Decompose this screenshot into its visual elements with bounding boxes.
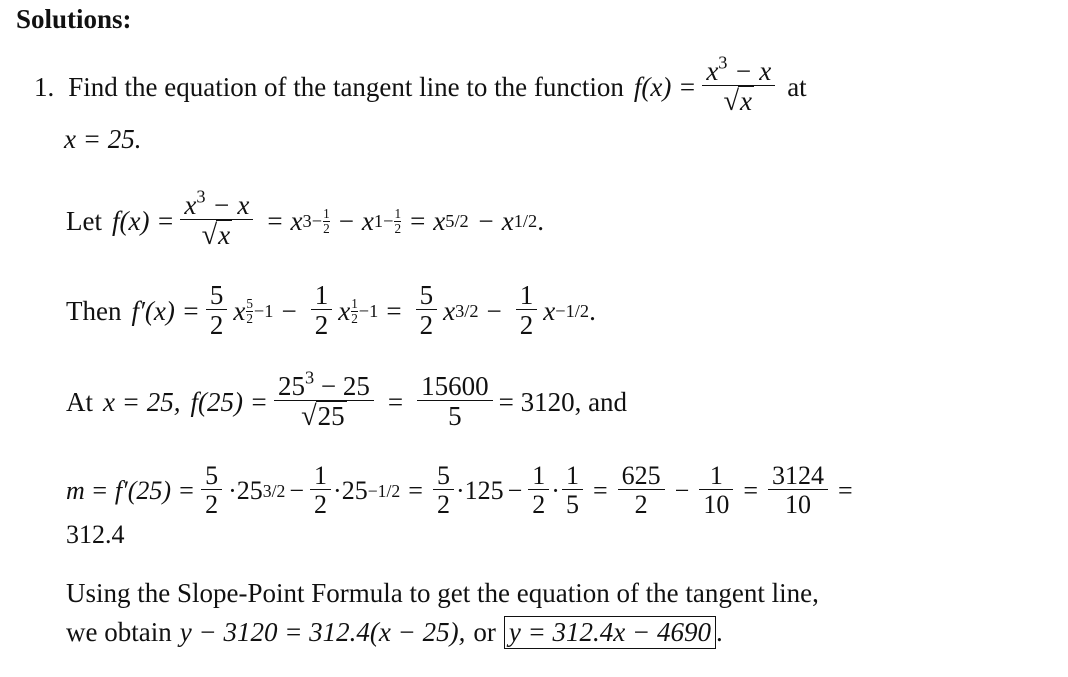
let-t2-exp: 1− 1 2 xyxy=(373,206,402,236)
problem-fx: f(x) = xyxy=(633,71,697,102)
then-c1: $\frac{5}{2}$ xyxy=(206,281,228,341)
then-fprime: f′(x) = xyxy=(131,295,200,326)
problem-text: Find the equation of the tangent line to the function xyxy=(68,71,624,102)
slope-c1: $\frac{5}{2}$ xyxy=(201,462,222,520)
slope-c6: $\frac{625}{2}$ xyxy=(618,462,665,520)
problem-num-exp: 3 xyxy=(718,52,728,73)
slope-c3: $\frac{5}{2}$ xyxy=(433,462,454,520)
problem-number: 1. xyxy=(34,71,55,102)
let-word: Let xyxy=(66,205,102,236)
let-t3-base: x xyxy=(433,205,446,236)
let-num-exp: 3 xyxy=(196,186,206,207)
let-den: x xyxy=(218,219,231,250)
let-fx: f(x) = xyxy=(111,205,175,236)
slope-c8: $\frac{3124}{10}$ xyxy=(768,462,828,520)
then-word: Then xyxy=(66,295,122,326)
let-t1-base: x xyxy=(290,205,303,236)
slope-fprime: = f′(25) = xyxy=(90,476,196,505)
then-t1-exp: 5 2 −1 xyxy=(246,296,274,326)
slope-p2-base: 25 xyxy=(341,476,368,505)
conclusion-or: or xyxy=(473,616,496,647)
at-x: x = 25, xyxy=(103,386,181,417)
step-let: Let f(x) = $x^3 - x$ √ x = x 3− 1 2 − x 1− 1 2 = x 5/2 − x 1/2 . xyxy=(66,186,544,252)
then-end: . xyxy=(589,295,596,326)
problem-num-x: x xyxy=(706,55,719,86)
then-t2-exp: 1 2 −1 xyxy=(351,296,379,326)
slope-c7: $\frac{1}{10}$ xyxy=(699,462,733,520)
then-c4: $\frac{1}{2}$ xyxy=(516,281,538,341)
problem-den: x xyxy=(740,85,753,116)
problem-fraction: $x^3 - x$ √ x xyxy=(702,57,775,118)
at-fraction2: $\frac{15600}{5}$ xyxy=(417,372,493,432)
step-slope: m = f′(25) = $\frac{5}{2}$ · 25 3/2 − $\frac{1}{2}$ · 25 −1/2 = $\frac{5}{2}$ · 125 − $\frac{1}{2}$ · $\frac{1}{5}$ = $\frac{625}{2}$ − $\frac{1}{10}$ = $\frac{3124}{10}$ = xyxy=(66,460,853,520)
conclusion-line2 xyxy=(66,614,723,650)
then-t1-base: x xyxy=(233,295,246,326)
at-eq1: = xyxy=(387,386,404,417)
slope-value: 312.4 xyxy=(66,520,125,549)
conclusion-end: . xyxy=(716,616,723,647)
then-c3: $\frac{5}{2}$ xyxy=(416,281,438,341)
then-c2: $\frac{1}{2}$ xyxy=(311,281,333,341)
step-at xyxy=(66,364,627,440)
step-then: Then f′(x) = $\frac{5}{2}$ x 5 2 −1 − $\frac{1}{2}$ x 1 2 −1 = $\frac{5}{2}$ x 3/2 − $\frac{1}{2}$ x −1/2 . xyxy=(66,279,596,341)
let-num-rest: − x xyxy=(212,189,250,220)
at-word: At xyxy=(66,386,93,417)
then-eq: = xyxy=(386,295,402,326)
slope-125: 125 xyxy=(464,476,504,505)
let-eq2: = xyxy=(410,205,426,236)
slope-c4: $\frac{1}{2}$ xyxy=(528,462,549,520)
then-t4-base: x xyxy=(543,295,556,326)
let-fraction: $x^3 - x$ √ x xyxy=(180,191,253,252)
at-result: = 3120, and xyxy=(498,386,628,417)
then-minus: − xyxy=(281,295,297,326)
conclusion-line1: Using the Slope-Point Formula to get the equation of the tangent line, xyxy=(66,578,819,608)
let-t2-base: x xyxy=(361,205,374,236)
let-t1-exp: 3− 1 2 xyxy=(302,206,330,236)
problem-at: at xyxy=(787,71,807,102)
at-f25: f(25) = xyxy=(190,386,268,417)
slope-m: m xyxy=(66,476,85,505)
then-t2-base: x xyxy=(338,295,351,326)
let-num-x: x xyxy=(184,189,197,220)
conclusion-point-slope: y − 3120 = 312.4(x − 25), xyxy=(179,616,466,647)
problem-num-rest: − x xyxy=(734,55,772,86)
slope-c2: $\frac{1}{2}$ xyxy=(310,462,331,520)
conclusion-obtain: we obtain xyxy=(66,616,172,647)
let-eq1: = xyxy=(267,205,283,236)
slope-p1-base: 25 xyxy=(236,476,263,505)
problem-x-value: x = 25. xyxy=(64,124,142,154)
let-t4: − x xyxy=(476,205,514,236)
solutions-heading: Solutions: xyxy=(16,4,132,34)
final-answer-box: y = 312.4x − 4690 xyxy=(504,616,716,649)
let-minus: − xyxy=(338,205,354,236)
at-fraction: $25^3 - 25$ √ 25 xyxy=(274,372,374,433)
slope-c5: $\frac{1}{5}$ xyxy=(562,462,583,520)
then-minus2: − xyxy=(486,295,502,326)
let-end: . xyxy=(537,205,544,236)
then-t3-base: x xyxy=(443,295,456,326)
problem-statement xyxy=(34,52,807,122)
